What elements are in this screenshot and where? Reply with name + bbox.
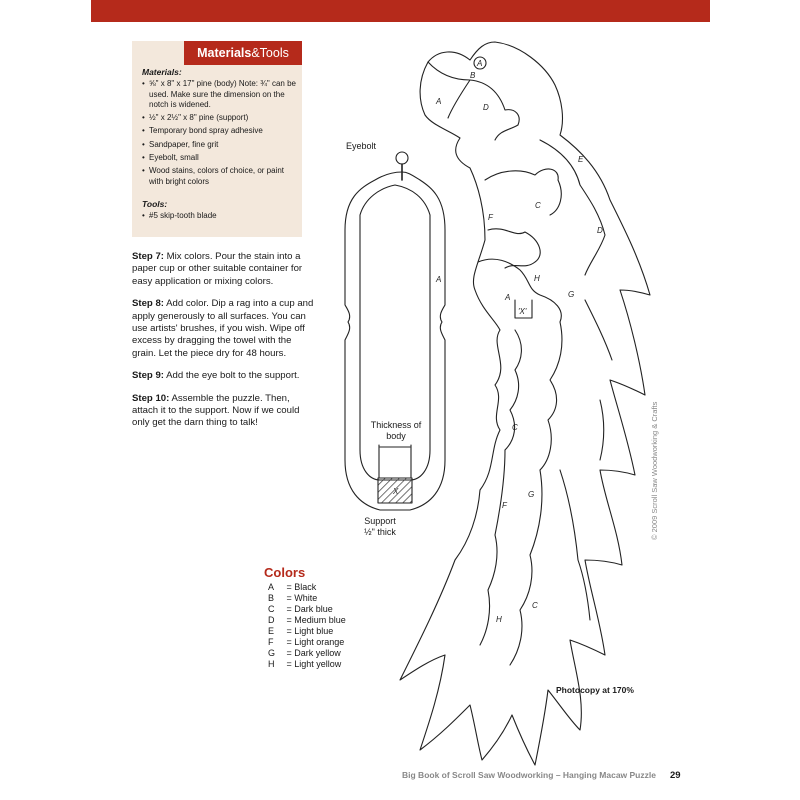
step-label: Step 8: bbox=[132, 298, 164, 310]
macaw-letter: B bbox=[470, 71, 476, 80]
color-sep: = bbox=[284, 626, 295, 636]
step-text: Add the eye bolt to the support. bbox=[164, 370, 300, 382]
tools-title: Tools: bbox=[142, 198, 168, 209]
puzzle-seam bbox=[488, 229, 540, 268]
photocopy-note: Photocopy at 170% bbox=[556, 685, 634, 695]
macaw-letter: C bbox=[535, 201, 541, 210]
color-name: Medium blue bbox=[294, 615, 346, 625]
macaw-letter: F bbox=[488, 213, 493, 222]
macaw-letter: C bbox=[512, 423, 518, 432]
support-label: Support ½" thick bbox=[364, 516, 396, 537]
color-sep: = bbox=[284, 604, 295, 614]
puzzle-seam bbox=[540, 140, 605, 275]
step-label: Step 9: bbox=[132, 370, 164, 382]
materials-item: • Sandpaper, fine grit bbox=[142, 140, 298, 150]
puzzle-seam bbox=[505, 330, 521, 450]
footer-title bbox=[402, 770, 656, 780]
color-sep: = bbox=[284, 648, 295, 658]
footer-project: Hanging Macaw Puzzle bbox=[562, 770, 656, 780]
macaw-letter: A bbox=[477, 59, 483, 68]
macaw-letter: H bbox=[496, 615, 502, 624]
materials-item: • ½" x 2½" x 8" pine (support) bbox=[142, 113, 298, 123]
eyebolt-ring bbox=[396, 152, 408, 164]
page-number: 29 bbox=[669, 770, 681, 781]
macaw-puzzle bbox=[400, 42, 650, 765]
step-text: Assemble the puzzle. Then, attach it to the support. Now if we could only get the darn thing to talk! bbox=[132, 392, 300, 429]
copyright-notice: © 2009 Scroll Saw Woodworking & Crafts bbox=[650, 401, 659, 540]
color-name: Light orange bbox=[294, 637, 345, 647]
color-sep: = bbox=[284, 659, 295, 669]
materials-header-bold: Materials bbox=[197, 46, 252, 60]
colors-title: Colors bbox=[264, 565, 306, 580]
puzzle-seam bbox=[510, 470, 542, 665]
step-label: Step 7: bbox=[132, 251, 164, 262]
color-name: Black bbox=[294, 582, 317, 592]
color-key: G bbox=[268, 648, 276, 658]
footer-sep: – bbox=[555, 770, 561, 780]
puzzle-seam bbox=[600, 400, 604, 460]
puzzle-seam bbox=[560, 470, 590, 620]
support-piece bbox=[345, 152, 445, 510]
color-key: H bbox=[268, 659, 275, 669]
color-key: D bbox=[268, 615, 275, 625]
macaw-letter: A bbox=[505, 293, 511, 302]
color-key: E bbox=[268, 626, 275, 636]
color-sep: = bbox=[284, 582, 295, 592]
macaw-letter: G bbox=[568, 290, 575, 299]
step-text: Mix colors. Pour the stain into a paper cup or other suitable container for easy application or mixing colors. bbox=[132, 251, 303, 287]
puzzle-seam bbox=[585, 300, 612, 360]
footer-book: Big Book of Scroll Saw Woodworking bbox=[402, 770, 554, 780]
macaw-letter: G bbox=[528, 490, 535, 499]
materials-item: • ⅝" x 8" x 17" pine (body) Note: ¾" can be used. Make sure the dimension on the notch is widened. bbox=[142, 79, 298, 110]
materials-item: • Temporary bond spray adhesive bbox=[142, 126, 298, 136]
color-key: A bbox=[268, 582, 275, 592]
beak-line bbox=[428, 62, 470, 118]
color-key: F bbox=[268, 637, 274, 647]
macaw-outline bbox=[400, 42, 650, 765]
macaw-letter: D bbox=[597, 226, 603, 235]
macaw-letter: F bbox=[502, 501, 507, 510]
materials-item: • Wood stains, colors of choice, or paint with bright colors bbox=[142, 166, 298, 187]
macaw-letter: D bbox=[483, 103, 489, 112]
step-text: Add color. Dip a rag into a cup and apply generously to all surfaces. You can use artists' brushes, if you wish. Wipe off excess by dragging the towel with the grain. Let the piece dry for 48 hours. bbox=[132, 298, 314, 359]
color-name: White bbox=[294, 593, 318, 603]
color-name: Dark blue bbox=[294, 604, 333, 614]
materials-item: • Eyebolt, small bbox=[142, 153, 298, 163]
macaw-letter: E bbox=[578, 155, 584, 164]
materials-title: Materials: bbox=[142, 67, 182, 77]
color-key: C bbox=[268, 604, 275, 614]
support-letter: A bbox=[436, 275, 442, 284]
thickness-label: Thickness of body bbox=[368, 420, 424, 442]
step-label: Step 10: bbox=[132, 392, 170, 404]
color-name: Dark yellow bbox=[294, 648, 341, 658]
macaw-letter: A bbox=[436, 97, 442, 106]
page-footer bbox=[402, 770, 681, 781]
tools-item: • #5 skip-tooth blade bbox=[142, 211, 298, 221]
macaw-letter: H bbox=[534, 274, 540, 283]
color-name: Light yellow bbox=[294, 659, 342, 669]
macaw-letter: 'X' bbox=[518, 307, 527, 316]
color-sep: = bbox=[284, 637, 295, 647]
color-name: Light blue bbox=[294, 626, 334, 636]
macaw-letter: C bbox=[532, 601, 538, 610]
puzzle-seam bbox=[470, 80, 519, 140]
materials-header-light: &Tools bbox=[251, 46, 289, 60]
puzzle-seam bbox=[540, 322, 562, 470]
puzzle-seam bbox=[485, 169, 561, 215]
color-key: B bbox=[268, 593, 275, 603]
eyebolt-label: Eyebolt bbox=[346, 141, 377, 151]
color-sep: = bbox=[284, 593, 295, 603]
color-sep: = bbox=[284, 615, 295, 625]
notch-letter: X bbox=[393, 487, 399, 496]
